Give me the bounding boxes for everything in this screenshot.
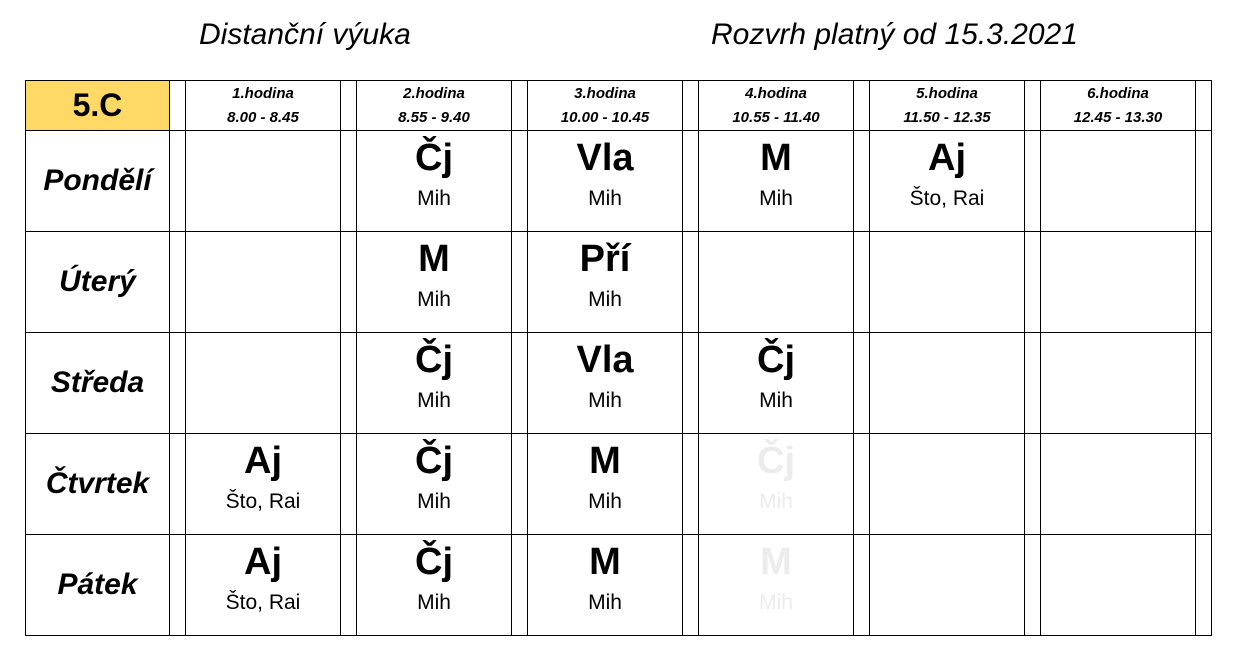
lesson-subject: Čj	[415, 137, 453, 179]
lesson-cell	[528, 131, 683, 232]
lesson-teacher: Mih	[588, 288, 622, 311]
lesson-subject: Čj	[757, 339, 795, 381]
column-gap	[854, 333, 870, 434]
column-gap	[1196, 333, 1212, 434]
column-gap	[683, 131, 699, 232]
period-label: 3.hodina	[574, 84, 636, 102]
column-gap	[341, 535, 357, 636]
column-gap	[341, 333, 357, 434]
lesson-cell	[699, 333, 854, 434]
lesson-subject: Čj	[757, 440, 795, 482]
lesson-teacher: Mih	[759, 490, 793, 513]
lesson-teacher: Mih	[417, 187, 451, 210]
lesson-subject: M	[760, 541, 792, 583]
day-name: Pátek	[26, 535, 170, 636]
lesson-subject: Čj	[415, 541, 453, 583]
lesson-subject: M	[418, 238, 450, 280]
lesson-teacher: Mih	[417, 288, 451, 311]
period-time: 10.55 - 11.40	[732, 108, 820, 126]
period-label: 1.hodina	[232, 84, 294, 102]
lesson-cell	[357, 535, 512, 636]
lesson-subject: Vla	[576, 137, 634, 179]
column-gap	[1025, 131, 1041, 232]
column-gap	[170, 232, 186, 333]
empty-lesson-cell	[186, 131, 341, 232]
title-schedule-valid-from: Rozvrh platný od 15.3.2021	[711, 18, 1078, 51]
column-gap	[1025, 81, 1041, 131]
lesson-cell	[528, 333, 683, 434]
column-gap	[854, 81, 870, 131]
column-gap	[170, 131, 186, 232]
column-gap	[854, 434, 870, 535]
empty-lesson-cell	[870, 333, 1025, 434]
period-label: 4.hodina	[745, 84, 807, 102]
column-gap	[683, 333, 699, 434]
lesson-cell	[357, 232, 512, 333]
empty-lesson-cell	[186, 333, 341, 434]
column-gap	[170, 535, 186, 636]
lesson-cell	[528, 434, 683, 535]
day-row	[26, 535, 1212, 636]
title-distance-learning: Distanční výuka	[199, 18, 411, 51]
column-gap	[854, 131, 870, 232]
lesson-subject: M	[589, 541, 621, 583]
period-header	[699, 81, 854, 131]
column-gap	[1025, 535, 1041, 636]
day-name: Čtvrtek	[26, 434, 170, 535]
column-gap	[1025, 434, 1041, 535]
empty-lesson-cell	[870, 434, 1025, 535]
lesson-cell	[357, 333, 512, 434]
empty-lesson-cell	[870, 535, 1025, 636]
period-header	[528, 81, 683, 131]
lesson-cell	[699, 535, 854, 636]
lesson-cell	[357, 434, 512, 535]
period-header	[186, 81, 341, 131]
day-row	[26, 434, 1212, 535]
column-gap	[854, 535, 870, 636]
day-name: Středa	[26, 333, 170, 434]
empty-lesson-cell	[1041, 232, 1196, 333]
empty-lesson-cell	[1041, 434, 1196, 535]
empty-lesson-cell	[870, 232, 1025, 333]
column-gap	[1196, 131, 1212, 232]
day-row	[26, 333, 1212, 434]
column-gap	[1196, 81, 1212, 131]
empty-lesson-cell	[699, 232, 854, 333]
period-label: 5.hodina	[916, 84, 978, 102]
column-gap	[341, 232, 357, 333]
lesson-cell	[870, 131, 1025, 232]
empty-lesson-cell	[1041, 535, 1196, 636]
lesson-teacher: Mih	[417, 389, 451, 412]
day-name: Úterý	[26, 232, 170, 333]
column-gap	[341, 131, 357, 232]
lesson-subject: Aj	[244, 440, 282, 482]
lesson-teacher: Mih	[759, 389, 793, 412]
lesson-teacher: Mih	[417, 490, 451, 513]
lesson-subject: Pří	[579, 238, 631, 280]
empty-lesson-cell	[1041, 131, 1196, 232]
period-time: 11.50 - 12.35	[903, 108, 991, 126]
column-gap	[512, 232, 528, 333]
period-header	[357, 81, 512, 131]
column-gap	[512, 535, 528, 636]
period-header	[1041, 81, 1196, 131]
lesson-teacher: Mih	[588, 490, 622, 513]
column-gap	[341, 81, 357, 131]
lesson-teacher: Mih	[417, 591, 451, 614]
lesson-cell	[186, 535, 341, 636]
empty-lesson-cell	[1041, 333, 1196, 434]
lesson-subject: Aj	[244, 541, 282, 583]
lesson-teacher: Mih	[588, 187, 622, 210]
column-gap	[683, 434, 699, 535]
column-gap	[170, 434, 186, 535]
day-name: Pondělí	[26, 131, 170, 232]
column-gap	[1196, 535, 1212, 636]
lesson-teacher: Mih	[759, 187, 793, 210]
lesson-cell	[699, 131, 854, 232]
period-time: 8.00 - 8.45	[227, 108, 299, 126]
lesson-subject: Vla	[576, 339, 634, 381]
lesson-subject: Čj	[415, 339, 453, 381]
period-label: 2.hodina	[403, 84, 465, 102]
period-label: 6.hodina	[1087, 84, 1149, 102]
column-gap	[512, 131, 528, 232]
column-gap	[683, 535, 699, 636]
column-gap	[854, 232, 870, 333]
lesson-teacher: Mih	[588, 591, 622, 614]
column-gap	[1196, 232, 1212, 333]
lesson-subject: Aj	[928, 137, 966, 179]
lesson-subject: M	[760, 137, 792, 179]
lesson-teacher: Mih	[759, 591, 793, 614]
column-gap	[170, 333, 186, 434]
lesson-cell	[699, 434, 854, 535]
column-gap	[512, 81, 528, 131]
column-gap	[512, 434, 528, 535]
column-gap	[1025, 333, 1041, 434]
timetable	[25, 80, 1212, 636]
column-gap	[341, 434, 357, 535]
period-header	[870, 81, 1025, 131]
lesson-subject: M	[589, 440, 621, 482]
day-row	[26, 131, 1212, 232]
lesson-teacher: Što, Rai	[909, 187, 985, 210]
column-gap	[1196, 434, 1212, 535]
column-gap	[683, 232, 699, 333]
period-time: 8.55 - 9.40	[398, 108, 470, 126]
lesson-teacher: Što, Rai	[225, 490, 301, 513]
day-row	[26, 232, 1212, 333]
lesson-subject: Čj	[415, 440, 453, 482]
lesson-cell	[357, 131, 512, 232]
column-gap	[1025, 232, 1041, 333]
period-time: 12.45 - 13.30	[1073, 108, 1163, 126]
lesson-cell	[528, 535, 683, 636]
period-time: 10.00 - 10.45	[560, 108, 650, 126]
lesson-teacher: Mih	[588, 389, 622, 412]
lesson-cell	[528, 232, 683, 333]
class-name-cell: 5.C	[26, 81, 170, 131]
column-gap	[170, 81, 186, 131]
column-gap	[512, 333, 528, 434]
lesson-teacher: Što, Rai	[225, 591, 301, 614]
lesson-cell	[186, 434, 341, 535]
empty-lesson-cell	[186, 232, 341, 333]
column-gap	[683, 81, 699, 131]
